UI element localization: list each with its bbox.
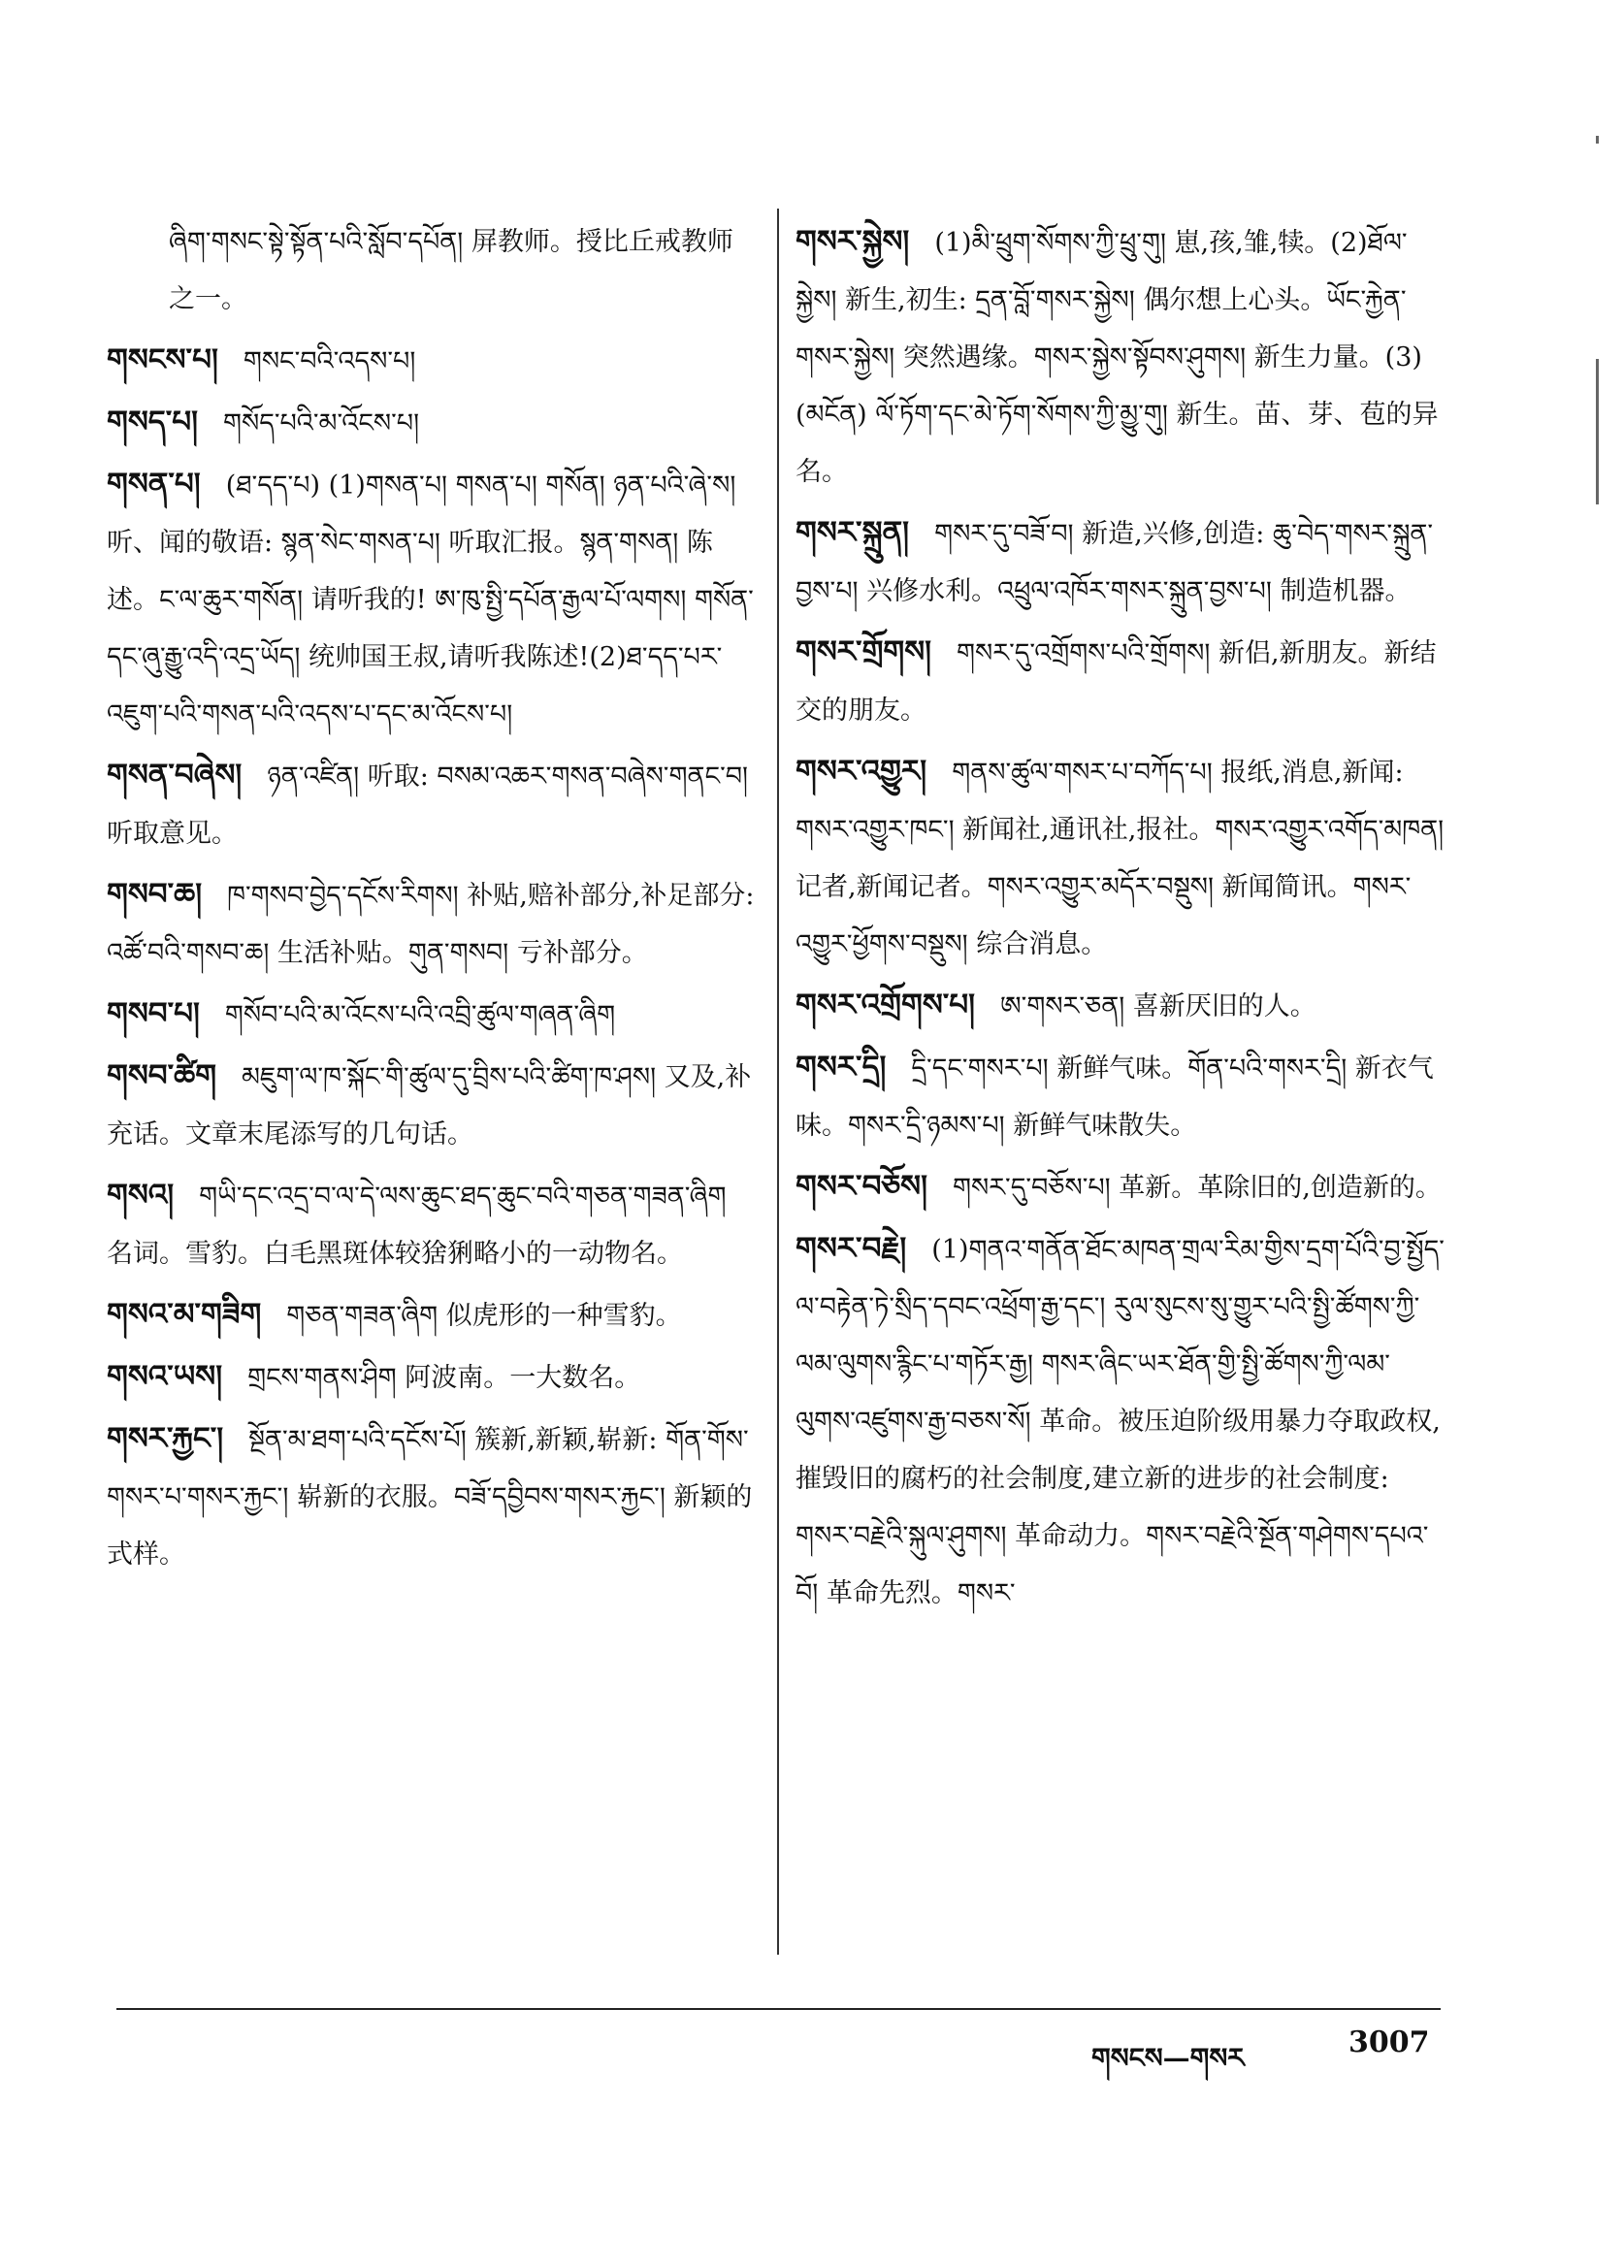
entry-gsangs-pa [107,332,757,390]
entry-headword: གསའ། [107,1178,175,1213]
entry-headword: གསབ་ཆ། [107,877,203,912]
page-range: གསངས—གསར [1091,2042,1245,2074]
entry-definition: གསོབ་པའི་མ་འོངས་པའི་འབྲི་ཚུལ་གཞན་ཞིག [224,1000,616,1030]
entry-definition: མཇུག་ལ་ཁ་སྐོང་གི་ཚུལ་དུ་བྲིས་པའི་ཚིག་ཁ་ཤས། 又及,补充话。文章末尾添写的几句话。 [107,1062,752,1150]
entry-definition: ཁ་གསབ་བྱེད་དངོས་རིགས། 补贴,赔补部分,补足部分: འཚོ་བའི་གསབ་ཆ། 生活补贴。གུན་གསབ། 亏补部分。 [107,881,755,968]
margin-scan-mark [1596,359,1599,504]
column-divider [777,209,779,1955]
entry-gsar-agrogs-pa [796,977,1445,1035]
entry-headword: གསའ་མ་གཟིག [107,1297,262,1332]
entry-gsar-brje [796,1220,1445,1622]
entry-headword: གསར་དྲི། [796,1050,887,1085]
entry-headword: གསན་པ། [107,467,201,502]
entry-definition: དྲི་དང་གསར་པ། 新鲜气味。གོན་པའི་གསར་དྲི། 新衣气味。གསར་དྲི་ཉམས་པ། 新鲜气味散失。 [796,1053,1434,1141]
entry-definition: གསང་བའི་འདས་པ། [243,346,416,376]
entry-definition: གཅན་གཟན་ཞིག 似虎形的一种雪豹。 [286,1301,682,1331]
entry-definition: གསར་དུ་བཅོས་པ། 革新。革除旧的,创造新的。 [952,1173,1442,1203]
entry-gsan-bzhes [107,747,757,862]
footer-rule [116,2008,1441,2010]
entry-gsar-dri [796,1039,1445,1154]
entry-gsar-skyes [796,213,1445,501]
entry-gsab-tshig [107,1048,757,1163]
entry-headword: གསར་གྲོགས། [796,634,932,669]
entry-gsa-ma-gzig [107,1286,757,1345]
entry-headword: གསབ་ཚིག [107,1058,217,1093]
left-entries [107,332,757,1583]
right-column [796,213,1445,1626]
entry-headword: གསར་སྐྲུན། [796,515,910,550]
entry-headword: གསར་བཅོས། [796,1169,927,1204]
continued-entry: ཞིག་གསང་སྟེ་སྟོན་པའི་སློབ་དཔོན། 屏教师。授比丘戒教师之一。 [169,227,733,314]
entry-headword: གསངས་པ། [107,342,218,377]
entry-gsab-pa [107,986,757,1044]
entry-gsar-agyur [796,743,1445,973]
page-number: 3007 [1348,2025,1430,2059]
entry-headword: གསར་སྐྱེས། [796,224,910,259]
entry-gsar-grogs [796,624,1445,739]
entry-definition: གསར་དུ་བཟོ་བ། 新造,兴修,创造: ཆུ་བེད་གསར་སྐྲུན་བྱས་པ། 兴修水利。འཕྲུལ་འཁོར་གསར་སྐྲུན་བྱས་པ། 制造机器。 [796,519,1434,606]
entry-headword: གསད་པ། [107,405,198,439]
entry-definition: གྲངས་གནས་ཤིག 阿波南。一大数名。 [247,1363,641,1393]
entry-gsar-skrun [796,504,1445,620]
entry-definition: གསར་དུ་འགྲོགས་པའི་གྲོགས། 新侣,新朋友。新结交的朋友。 [796,638,1437,726]
entry-gsan-pa [107,456,757,743]
entry-gsa-yas [107,1348,757,1407]
entry-headword: གསབ་པ། [107,996,200,1031]
entry-definition: (1)མི་ཕྲུག་སོགས་ཀྱི་ཕྲུ་གུ། 崽,孩,雏,犊。(2)ཐོལ་སྐྱེས། 新生,初生: དྲན་བློ་གསར་སྐྱེས། 偶尔想上心头。ཡོང་རྐྱེན་གསར་སྐྱེས། 突然遇缘。གསར་སྐྱེས་སྟོབས་ཤུགས། 新生力量。(3)(མངོན) ལོ་ཏོག་དང་མེ་ཏོག་སོགས་ཀྱི་མྱུ་གུ། 新生。苗、芽、苞的异名。 [796,228,1439,487]
entry-headword: གསར་འགྲོགས་པ། [796,988,976,1022]
entry-gsar-rkyang [107,1410,757,1583]
entry-gsa [107,1167,757,1282]
entry-headword: གསར་འགྱུར། [796,754,927,789]
left-column [107,213,757,1587]
entry-definition: སྔོན་མ་ཐག་པའི་དངོས་པོ། 簇新,新颖,崭新: གོན་གོས་གསར་པ་གསར་རྐྱང་། 崭新的衣服。བཟོ་དབྱིབས་གསར་རྐྱང་། 新颖的式样。 [107,1425,753,1570]
entry-definition: (1)གནའ་གནོན་ཐོང་མཁན་གྲལ་རིམ་གྱིས་དྲག་པོའི་བྱ་སྤྱོད་ལ་བརྟེན་ཏེ་སྲིད་དབང་འཕྲོག་རྒྱ་དང་། རུལ་སུངས་སུ་གྱུར་པའི་སྤྱི་ཚོགས་ཀྱི་ལམ་ལུགས་རྙིང་པ་གཏོར་རྒྱ། གསར་ཞིང་ཡར་ཐོན་གྱི་སྤྱི་ཚོགས་ཀྱི་ལམ་ལུགས་འཛུགས་རྒྱ་བཅས་སོ། 革命。被压迫阶级用暴力夺取政权,摧毁旧的腐朽的社会制度,建立新的进步的社会制度: གསར་བརྗེའི་སྐུལ་ཤུགས། 革命动力。གསར་བརྗེའི་སྔོན་གཤེགས་དཔའ་བོ། 革命先烈。གསར་ [796,1235,1445,1608]
margin-scan-mark [1596,136,1599,144]
entry-definition: གསོད་པའི་མ་འོངས་པ། [222,408,420,438]
entry-gsab-cha [107,866,757,982]
entry-headword: གསར་རྐྱང་། [107,1421,224,1456]
entry-headword: གསར་བརྗེ། [796,1231,907,1266]
entry-definition: (ཐ་དད་པ) (1)གསན་པ། གསན་པ། གསོན། ཉན་པའི་ཞེ་ས། 听、闻的敬语: སྙན་སེང་གསན་པ། 听取汇报。སྙན་གསན། 陈述。ང་ལ་ཆུར་གསོན། 请听我的! ཨ་ཁུ་སྤྱི་དཔོན་རྒྱལ་པོ་ལགས། གསོན་དང་ཞུ་རྒྱུ་འདི་འདྲ་ཡོད། 统帅国王叔,请听我陈述!(2)ཐ་དད་པར་འཇུག་པའི་གསན་པའི་འདས་པ་དང་མ་འོངས་པ། [107,470,754,729]
entry-headword: གསན་བཞེས། [107,758,243,793]
entry-definition: ཨ་གསར་ཅན། 喜新厌旧的人。 [1000,991,1316,1021]
entry-definition: གཡི་དང་འདྲ་བ་ལ་དེ་ལས་ཆུང་ཐད་ཆུང་བའི་གཅན་གཟན་ཞིག 名词。雪豹。白毛黑斑体较猞猁略小的一动物名。 [107,1182,727,1269]
entry-definition: ཉན་འཛིན། 听取: བསམ་འཆར་གསན་བཞེས་གནང་བ། 听取意见。 [107,761,749,849]
entry-definition: གནས་ཚུལ་གསར་པ་བཀོད་པ། 报纸,消息,新闻: གསར་འགྱུར་ཁང་། 新闻社,通讯社,报社。གསར་འགྱུར་འགོད་མཁན། 记者,新闻记者。གསར་འགྱུར་མདོར་བསྡུས། 新闻简讯。གསར་འགྱུར་ཕྱོགས་བསྡུས། 综合消息。 [796,758,1445,959]
entry-gsar-bcos [796,1158,1445,1216]
entry-headword: གསའ་ཡས། [107,1359,223,1394]
entry-gsad-pa [107,394,757,452]
